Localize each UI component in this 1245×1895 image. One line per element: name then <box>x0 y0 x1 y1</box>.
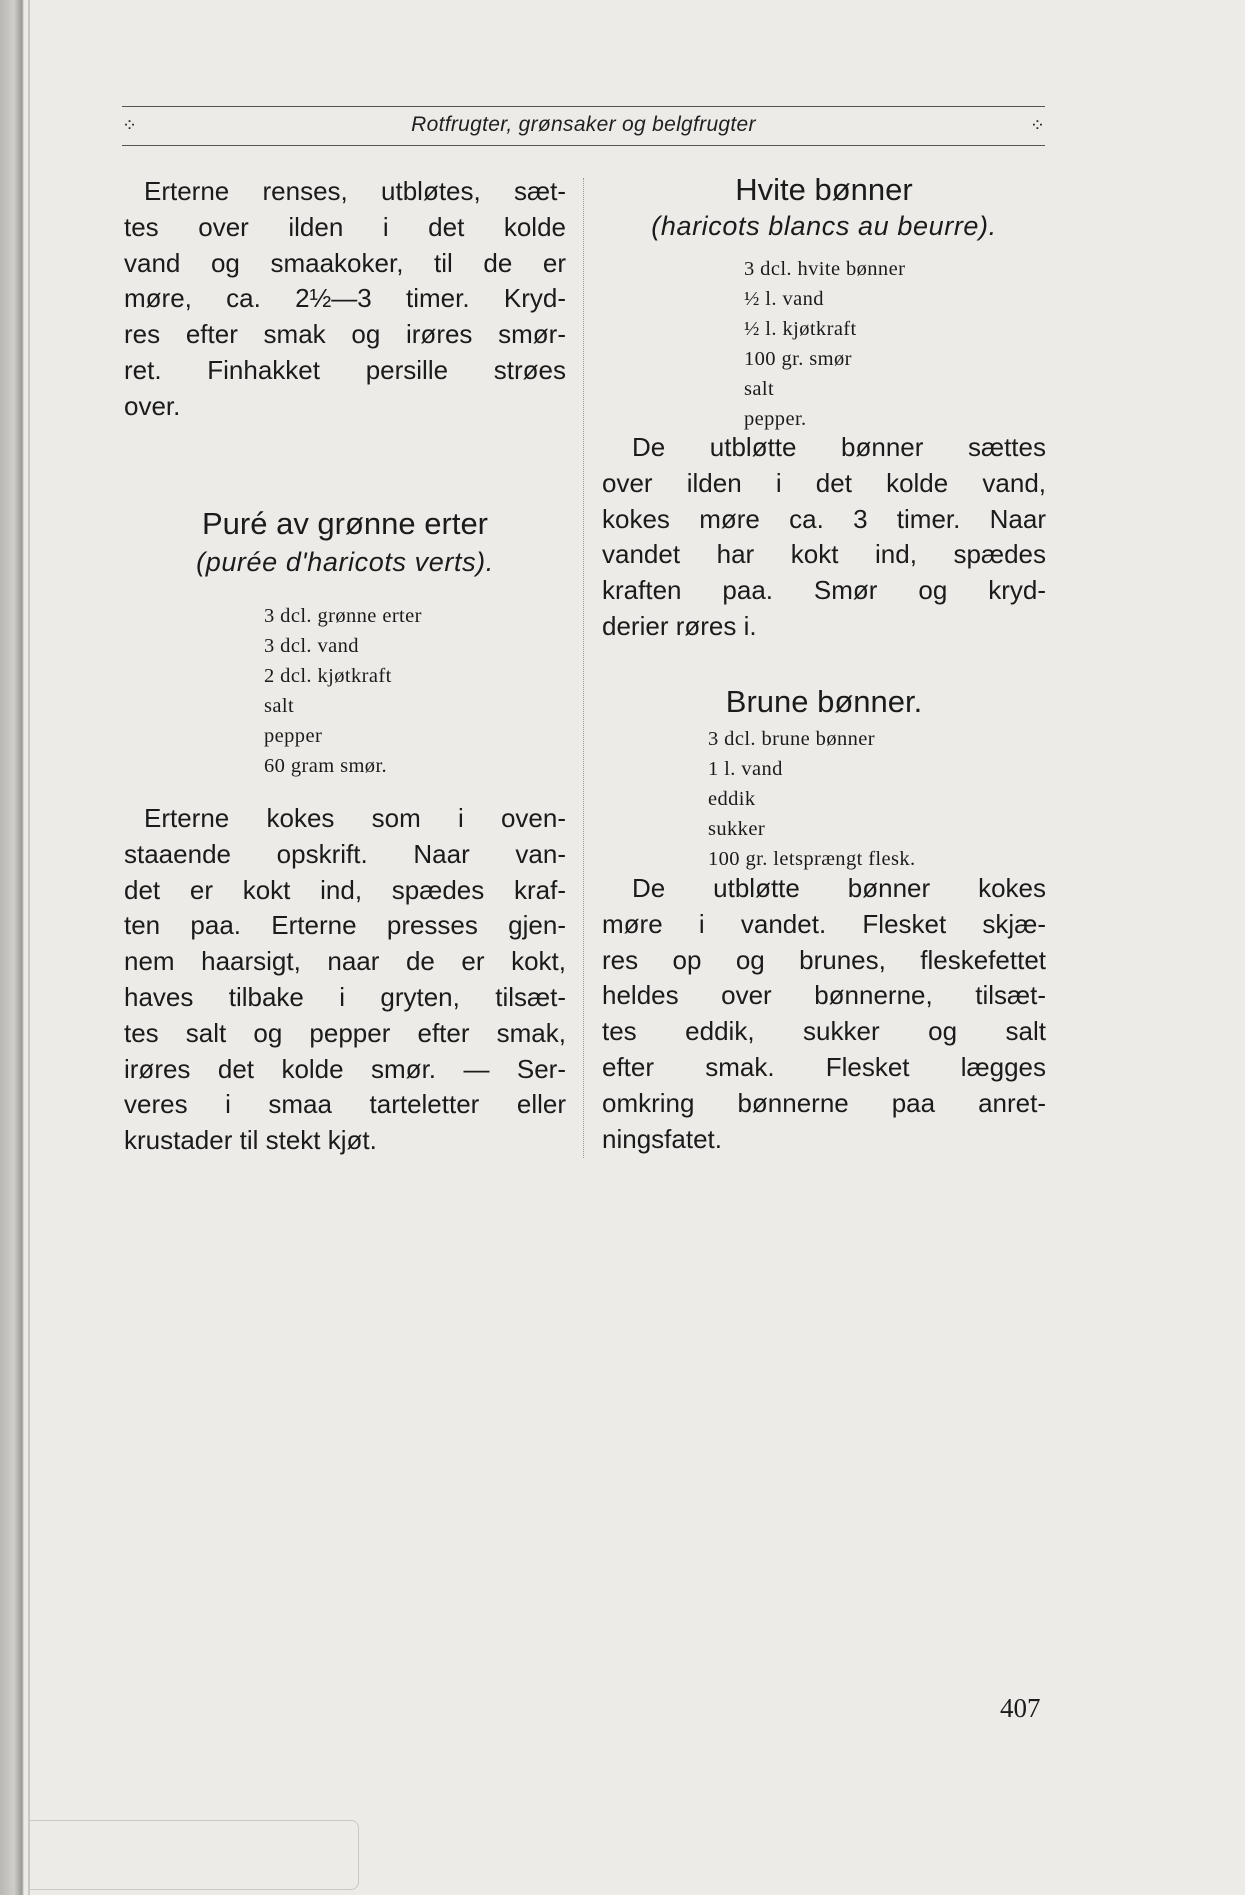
text-line: Erterne kokes som i oven- <box>144 803 566 833</box>
method-paragraph-pure <box>124 801 566 1159</box>
text-line: De utbløtte bønner sættes <box>632 432 1046 462</box>
page-spine-shadow <box>0 0 24 1895</box>
text-line: heldes over bønnerne, tilsæt- <box>602 980 1046 1011</box>
ingredient-item: sukker <box>708 818 766 840</box>
scan-corner-mark <box>28 1820 359 1890</box>
text-line: tes eddik, sukker og salt <box>602 1016 1046 1047</box>
text-line: De utbløtte bønner kokes <box>632 873 1046 903</box>
text-line: staaende opskrift. Naar van- <box>124 838 566 869</box>
text-line: haves tilbake i gryten, tilsæt- <box>124 981 566 1012</box>
text-line: kraften paa. Smør og kryd- <box>602 575 1046 606</box>
text-line: ten paa. Erterne presses gjen- <box>124 910 566 941</box>
method-paragraph-hvite <box>602 430 1046 645</box>
ingredient-list-hvite <box>744 254 905 434</box>
ingredient-item: 100 gr. smør <box>744 348 852 370</box>
ingredient-item: 3 dcl. brune bønner <box>708 728 875 750</box>
text-line: det er kokt ind, spædes kraf- <box>124 874 566 905</box>
intro-paragraph <box>124 174 566 425</box>
ingredient-item: 100 gr. letsprængt flesk. <box>708 848 916 870</box>
text-line: over ilden i det kolde vand, <box>602 467 1046 498</box>
text-line: res op og brunes, fleskefettet <box>602 944 1046 975</box>
ingredient-item: 60 gram smør. <box>264 755 388 777</box>
recipe-subtitle-pure: (purée d'haricots verts). <box>196 547 494 577</box>
text-line: omkring bønnerne paa anret- <box>602 1087 1046 1118</box>
ingredient-item: salt <box>264 695 295 717</box>
text-line: Erterne renses, utbløtes, sæt- <box>144 176 566 206</box>
page-number: 407 <box>1000 1693 1041 1723</box>
recipe-title-pure: Puré av grønne erter <box>201 506 489 541</box>
text-line: vandet har kokt ind, spædes <box>602 539 1046 570</box>
text-line: vand og smaakoker, til de er <box>124 247 566 278</box>
text-line: irøres det kolde smør. — Ser- <box>124 1053 566 1084</box>
column-divider <box>583 178 584 1158</box>
text-line: tes over ilden i det kolde <box>124 211 566 242</box>
ingredient-item: eddik <box>708 788 756 810</box>
text-line: ningsfatet. <box>602 1123 722 1154</box>
recipe-title-brune: Brune bønner. <box>725 684 923 719</box>
text-line: efter smak. Flesket lægges <box>602 1051 1046 1082</box>
ingredient-list-brune <box>708 724 916 874</box>
text-line: krustader til stekt kjøt. <box>124 1125 377 1156</box>
text-line: møre, ca. 2½—3 timer. Kryd- <box>124 283 566 314</box>
text-line: møre i vandet. Flesket skjæ- <box>602 908 1046 939</box>
text-line: derier røres i. <box>602 610 757 641</box>
text-line: ret. Finhakket persille strøes <box>124 354 566 385</box>
ingredient-item: 3 dcl. grønne erter <box>264 605 422 627</box>
text-line: tes salt og pepper efter smak, <box>124 1017 566 1048</box>
ingredient-item: 3 dcl. vand <box>264 635 359 657</box>
ingredient-item: pepper. <box>744 408 807 430</box>
recipe-subtitle-hvite: (haricots blancs au beurre). <box>651 211 997 241</box>
ingredient-item: 2 dcl. kjøtkraft <box>264 665 392 687</box>
method-paragraph-brune <box>602 871 1046 1157</box>
recipe-title-hvite: Hvite bønner <box>735 172 913 207</box>
text-line: veres i smaa tarteletter eller <box>124 1089 566 1120</box>
ingredient-item: salt <box>744 378 775 400</box>
ingredient-item: 1 l. vand <box>708 758 783 780</box>
ingredient-list-pure <box>264 601 422 781</box>
ingredient-item: ½ l. vand <box>744 288 824 310</box>
running-head <box>122 106 1045 146</box>
text-line: kokes møre ca. 3 timer. Naar <box>602 503 1046 534</box>
ingredient-item: ½ l. kjøtkraft <box>744 318 857 340</box>
page-gutter-line <box>28 0 30 1895</box>
ornament-right-icon: ⁘ <box>1029 115 1045 136</box>
ingredient-item: pepper <box>264 725 323 747</box>
ornament-left-icon: ⁘ <box>122 115 138 136</box>
ingredient-item: 3 dcl. hvite bønner <box>744 258 906 280</box>
text-line: nem haarsigt, naar de er kokt, <box>124 946 566 977</box>
text-line: over. <box>124 390 181 421</box>
text-line: res efter smak og irøres smør- <box>124 319 566 350</box>
running-head-title: Rotfrugter, grønsaker og belgfrugter <box>411 113 756 136</box>
